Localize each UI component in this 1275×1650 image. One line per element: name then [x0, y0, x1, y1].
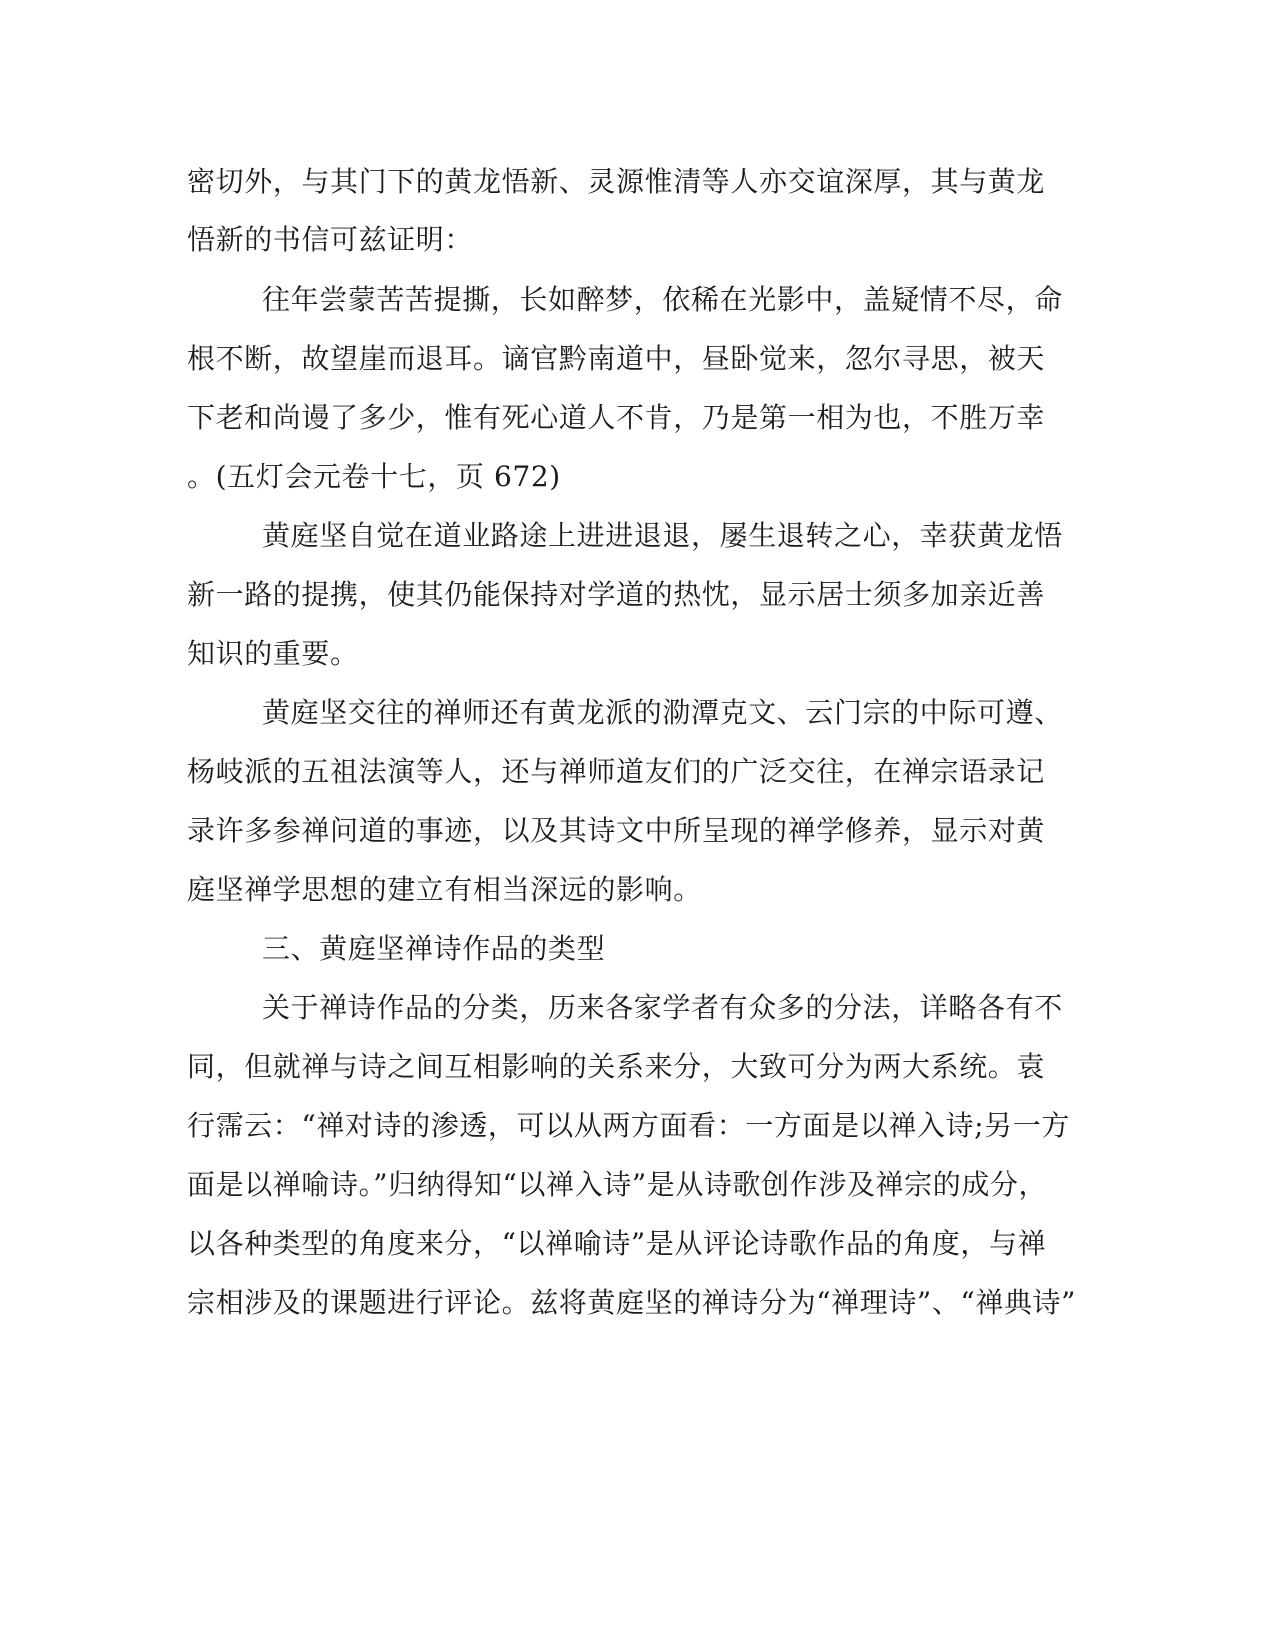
text-line: 以各种类型的角度来分，“以禅喻诗”是从评论诗歌作品的角度，与禅 [187, 1227, 1047, 1260]
text-line: 悟新的书信可兹证明： [187, 223, 474, 256]
text-line: 宗相涉及的课题进行评论。兹将黄庭坚的禅诗分为“禅理诗”、“禅典诗” [187, 1286, 1077, 1319]
text-line: 知识的重要。 [187, 637, 359, 670]
text-line: 录许多参禅问道的事迹，以及其诗文中所呈现的禅学修养，显示对黄 [187, 814, 1046, 847]
quote-line: 往年尝蒙苦苦提撕，长如醉梦，依稀在光影中，盖疑情不尽，命 [262, 283, 1063, 316]
text-line: 庭坚禅学思想的建立有相当深远的影响。 [187, 873, 702, 906]
text-line: 面是以禅喻诗。”归纳得知“以禅入诗”是从诗歌创作涉及禅宗的成分， [187, 1168, 1048, 1201]
text-line: 行霈云：“禅对诗的渗透，可以从两方面看：一方面是以禅入诗;另一方 [187, 1109, 1070, 1142]
text-line: 关于禅诗作品的分类，历来各家学者有众多的分法，详略各有不 [262, 991, 1063, 1024]
text-line: 黄庭坚自觉在道业路途上进进退退，屡生退转之心，幸获黄龙悟 [262, 519, 1063, 552]
quote-citation: 。(五灯会元卷十七，页 672) [187, 460, 561, 493]
section-heading: 三、黄庭坚禅诗作品的类型 [262, 932, 606, 965]
quote-line: 根不断，故望崖而退耳。谪官黔南道中，昼卧觉来，忽尔寻思，被天 [187, 342, 1046, 375]
text-line: 新一路的提携，使其仍能保持对学道的热忱，显示居士须多加亲近善 [187, 578, 1046, 611]
text-line: 密切外，与其门下的黄龙悟新、灵源惟清等人亦交谊深厚，其与黄龙 [187, 165, 1046, 198]
text-line: 杨岐派的五祖法演等人，还与禅师道友们的广泛交往，在禅宗语录记 [187, 755, 1046, 788]
text-line: 同，但就禅与诗之间互相影响的关系来分，大致可分为两大系统。袁 [187, 1050, 1046, 1083]
text-line: 黄庭坚交往的禅师还有黄龙派的泐潭克文、云门宗的中际可遵、 [262, 696, 1063, 729]
quote-line: 下老和尚谩了多少，惟有死心道人不肯，乃是第一相为也，不胜万幸 [187, 401, 1046, 434]
